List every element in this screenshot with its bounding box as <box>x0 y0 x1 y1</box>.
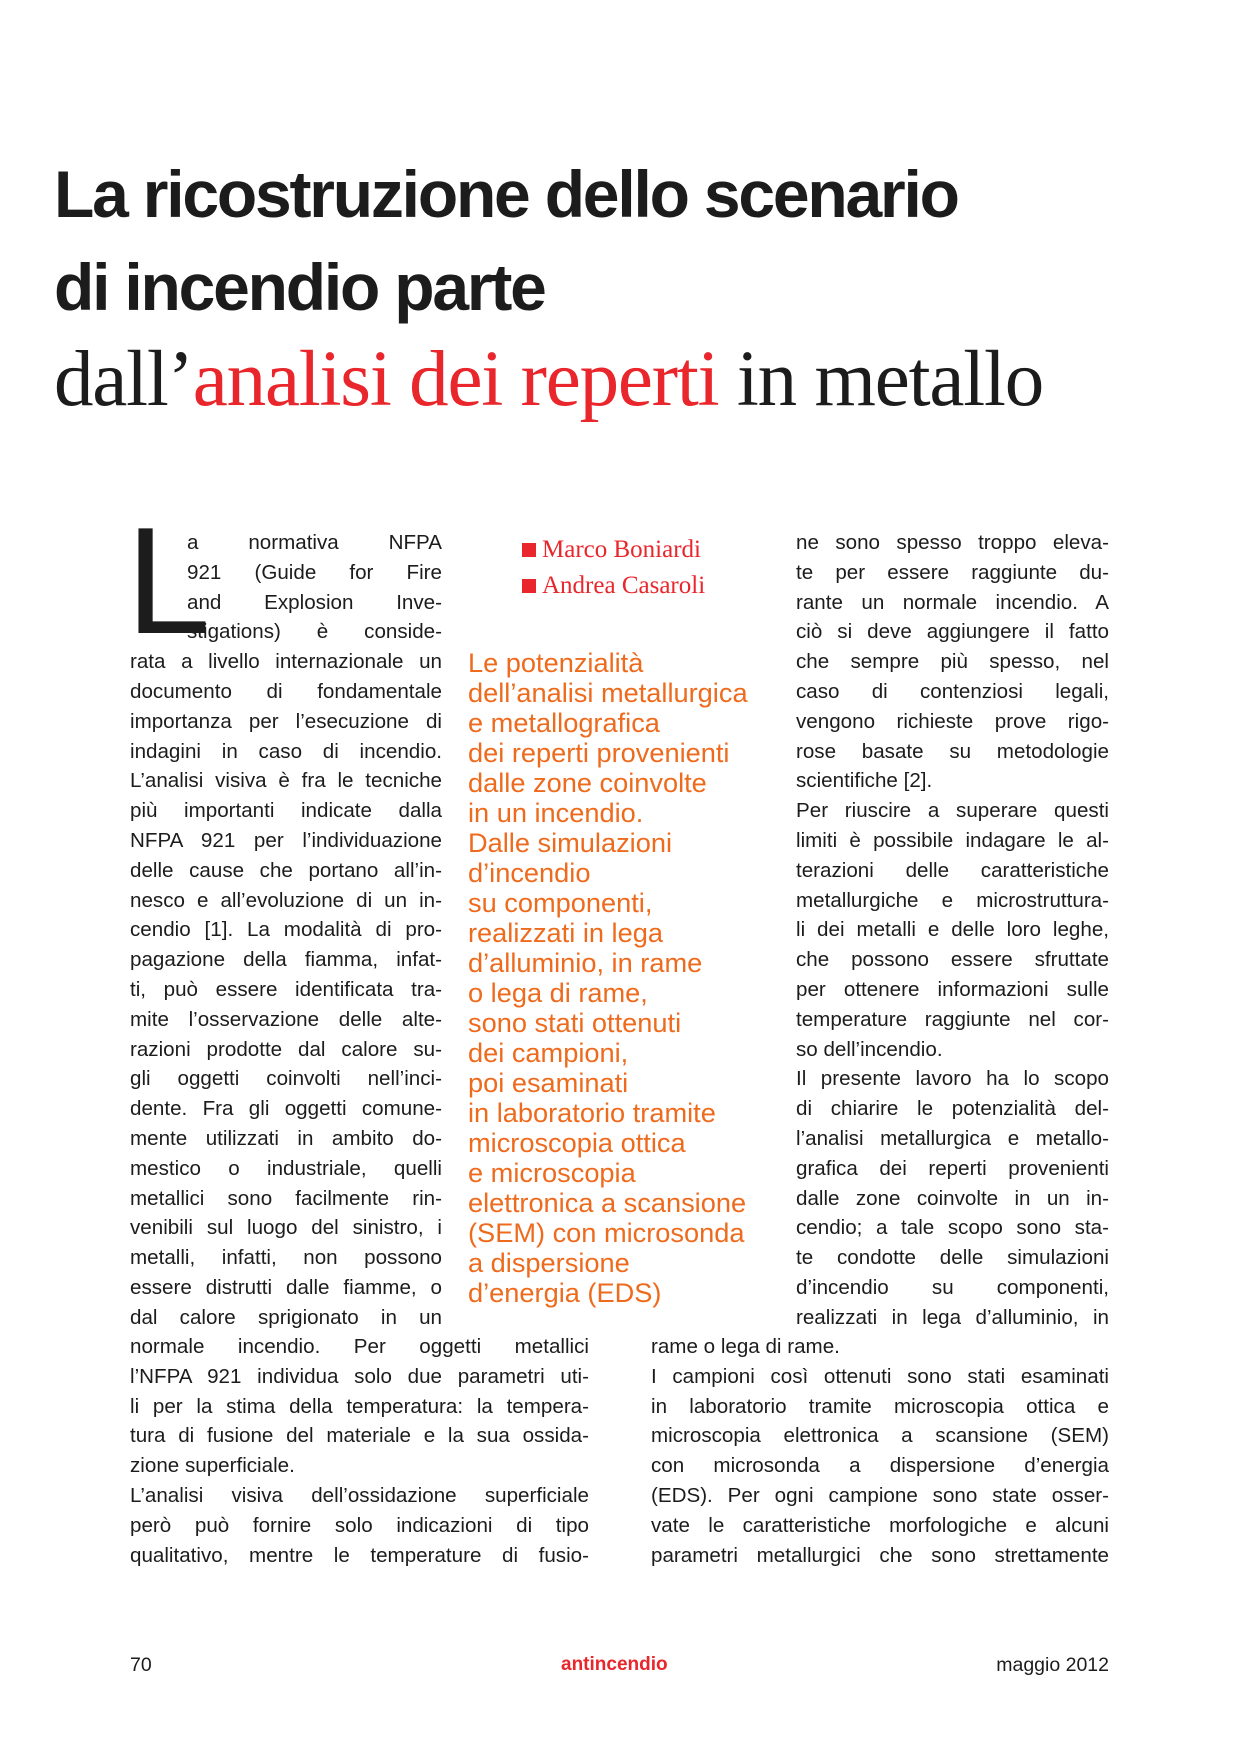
text-line: più importanti indicate dalla <box>130 799 442 823</box>
text-line: mestico o industriale, quelli <box>130 1156 442 1180</box>
text-line: mite l’osservazione delle alte- <box>130 1007 442 1031</box>
abstract-line: d’alluminio, in rame <box>468 947 703 978</box>
abstract-line: e microscopia <box>468 1157 636 1188</box>
text-line: a normativa NFPA <box>187 531 442 554</box>
text-line: nesco e all’evoluzione di un in- <box>130 888 442 912</box>
text-line: scientifiche [2]. <box>796 769 933 793</box>
text-line: qualitativo, mentre le temperature di fusio- <box>130 1543 589 1567</box>
text-line: zione superficiale. <box>130 1454 295 1478</box>
issue-date: maggio 2012 <box>996 1654 1109 1676</box>
abstract-line: in un incendio. <box>468 797 644 828</box>
text-line: L’analisi visiva dell’ossidazione superficiale <box>130 1483 589 1507</box>
bullet-square-icon <box>522 579 536 593</box>
text-line: temperature raggiunte nel cor- <box>796 1007 1109 1031</box>
text-line: razioni prodotte dal calore su- <box>130 1037 442 1061</box>
abstract-line: (SEM) con microsonda <box>468 1217 745 1248</box>
text-line: pagazione della fiamma, infat- <box>130 948 442 972</box>
page-number: 70 <box>130 1654 152 1676</box>
text-line: caso di contenziosi legali, <box>796 679 1109 703</box>
text-line: parametri metallurgici che sono strettamente <box>651 1543 1109 1567</box>
title-line-1: La ricostruzione dello scenario <box>54 157 958 231</box>
text-line: ti, può essere identificata tra- <box>130 977 442 1001</box>
title-line-3-suffix: in metallo <box>718 336 1044 423</box>
text-line: li per la stima della temperatura: la tempera- <box>130 1394 589 1418</box>
authors-block <box>522 532 722 604</box>
text-line: metallici sono facilmente rin- <box>130 1186 442 1210</box>
text-line: delle cause che portano all’in- <box>130 858 442 882</box>
text-line: mente utilizzati in ambito do- <box>130 1126 442 1150</box>
text-line: in laboratorio tramite microscopia ottica e <box>651 1394 1109 1418</box>
article-title <box>54 148 1204 430</box>
text-line: l’analisi metallurgica e metallo- <box>796 1126 1109 1150</box>
text-line: realizzati in lega d’alluminio, in <box>796 1305 1109 1329</box>
text-line: dalle zone coinvolte in un in- <box>796 1186 1109 1210</box>
text-line: (EDS). Per ogni campione sono state osser- <box>651 1483 1109 1507</box>
text-line: so dell’incendio. <box>796 1037 943 1061</box>
column-3-top <box>796 528 1109 1333</box>
text-line: tura di fusione del materiale e la sua ossida- <box>130 1424 589 1448</box>
text-line: importanza per l’esecuzione di <box>130 709 442 733</box>
abstract-line: Dalle simulazioni <box>468 827 672 858</box>
abstract-line: d’energia (EDS) <box>468 1277 662 1308</box>
text-line: terazioni delle caratteristiche <box>796 858 1109 882</box>
abstract-line: a dispersione <box>468 1247 630 1278</box>
abstract-line: dei campioni, <box>468 1037 629 1068</box>
text-line: ciò si deve aggiungere il fatto <box>796 620 1109 644</box>
abstract-line: su componenti, <box>468 887 653 918</box>
text-line: rata a livello internazionale un <box>130 650 442 674</box>
abstract-line: Le potenzialità <box>468 647 644 678</box>
text-line: ne sono spesso troppo eleva- <box>796 531 1109 554</box>
text-line: 921 (Guide for Fire <box>187 560 442 584</box>
text-line: rante un normale incendio. A <box>796 590 1109 614</box>
abstract-line: e metallografica <box>468 707 660 738</box>
text-line: te per essere raggiunte du- <box>796 560 1109 584</box>
author-2 <box>522 568 722 604</box>
text-line: te condotte delle simulazioni <box>796 1246 1109 1270</box>
text-line: cendio [1]. La modalità di pro- <box>130 918 442 942</box>
abstract-line: dei reperti provenienti <box>468 737 730 768</box>
title-line-3-prefix: dall’ <box>54 336 193 423</box>
abstract-line: dell’analisi metallurgica <box>468 677 748 708</box>
abstract-line: sono stati ottenuti <box>468 1007 682 1038</box>
text-line: I campioni così ottenuti sono stati esaminati <box>651 1364 1109 1388</box>
abstract-line: o lega di rame, <box>468 977 648 1008</box>
text-line: indagini in caso di incendio. <box>130 739 442 763</box>
text-line: microscopia elettronica a scansione (SEM) <box>651 1424 1109 1448</box>
abstract-line: realizzati in lega <box>468 917 663 948</box>
title-line-2: di incendio parte <box>54 250 545 324</box>
title-line-3 <box>54 330 1204 430</box>
abstract-block <box>468 648 788 1308</box>
text-line: che possono essere sfruttate <box>796 948 1109 972</box>
column-1-top <box>130 528 442 1333</box>
text-line: metalli, infatti, non possono <box>130 1246 442 1270</box>
text-line: normale incendio. Per oggetti metallici <box>130 1335 589 1358</box>
text-line: di chiarire le potenzialità del- <box>796 1097 1109 1121</box>
text-line: dal calore sprigionato in un <box>130 1305 442 1329</box>
column-3-bottom <box>651 1332 1109 1570</box>
text-line: and Explosion Inve- <box>187 590 442 614</box>
text-line: grafica dei reperti provenienti <box>796 1156 1109 1180</box>
text-line: venibili sul luogo del sinistro, i <box>130 1216 442 1240</box>
text-line: metallurgiche e microstruttura- <box>796 888 1109 912</box>
abstract-line: dalle zone coinvolte <box>468 767 707 798</box>
abstract-line: in laboratorio tramite <box>468 1097 716 1128</box>
text-line: dente. Fra gli oggetti comune- <box>130 1097 442 1121</box>
text-line: che sempre più spesso, nel <box>796 650 1109 674</box>
text-line: cendio; a tale scopo sono sta- <box>796 1216 1109 1240</box>
abstract-line: poi esaminati <box>468 1067 629 1098</box>
abstract-line: elettronica a scansione <box>468 1187 747 1218</box>
text-line: limiti è possibile indagare le al- <box>796 828 1109 852</box>
text-line: NFPA 921 per l’individuazione <box>130 828 442 852</box>
text-line: stigations) è conside- <box>187 620 442 644</box>
text-line: gli oggetti coinvolti nell’inci- <box>130 1067 442 1091</box>
text-line: Il presente lavoro ha lo scopo <box>796 1067 1109 1091</box>
text-line: essere distrutti dalle fiamme, o <box>130 1275 442 1299</box>
text-line: per ottenere informazioni sulle <box>796 977 1109 1001</box>
author-name: Andrea Casaroli <box>542 572 706 599</box>
text-line: li dei metalli e delle loro leghe, <box>796 918 1109 942</box>
text-line: con microsonda a dispersione d’energia <box>651 1454 1109 1478</box>
text-line: d’incendio su componenti, <box>796 1275 1109 1299</box>
column-1-bottom <box>130 1332 589 1570</box>
bullet-square-icon <box>522 543 536 557</box>
text-line: vengono richieste prove rigo- <box>796 709 1109 733</box>
text-line: vate le caratteristiche morfologiche e alcuni <box>651 1513 1109 1537</box>
text-line: Per riuscire a superare questi <box>796 799 1109 823</box>
text-line: rose basate su metodologie <box>796 739 1109 763</box>
text-line: documento di fondamentale <box>130 679 442 703</box>
drop-cap: L <box>126 496 211 666</box>
title-highlight: analisi dei reperti <box>192 336 719 423</box>
magazine-name: antincendio <box>561 1654 668 1675</box>
text-line: L’analisi visiva è fra le tecniche <box>130 769 442 793</box>
text-line: l’NFPA 921 individua solo due parametri uti- <box>130 1364 589 1388</box>
abstract-line: d’incendio <box>468 857 591 888</box>
text-line: rame o lega di rame. <box>651 1335 840 1358</box>
author-name: Marco Boniardi <box>542 536 701 563</box>
abstract-line: microscopia ottica <box>468 1127 686 1158</box>
author-1 <box>522 532 722 568</box>
text-line: però può fornire solo indicazioni di tipo <box>130 1513 589 1537</box>
